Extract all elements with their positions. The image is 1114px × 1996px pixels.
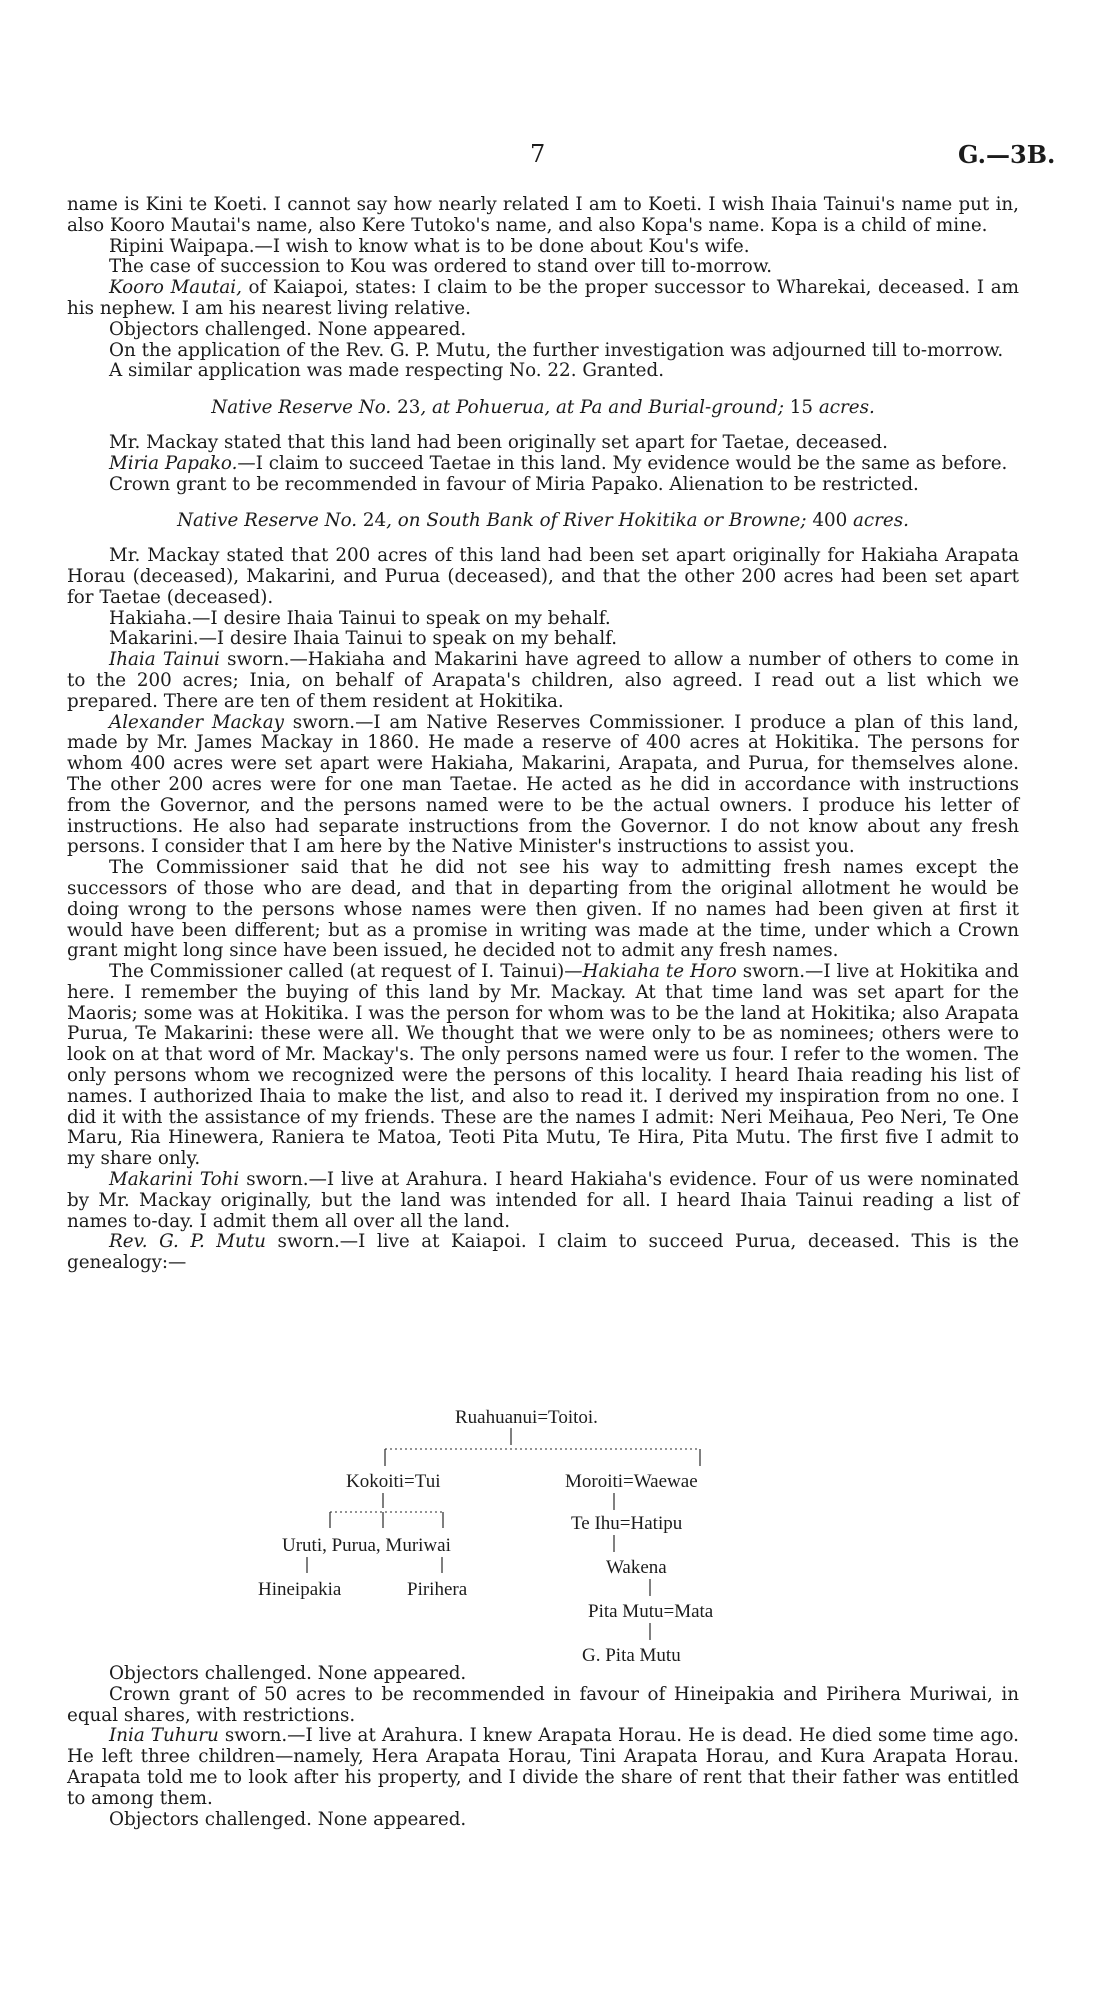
paragraph [67,278,1019,320]
paragraph: Makarini.—I desire Ihaia Tainui to speak on my behalf. [109,628,618,650]
closing-text [67,1664,1019,1830]
paragraph: Hakiaha.—I desire Ihaia Tainui to speak on my behalf. [109,607,611,629]
testimony: —I claim to succeed Taetae in this land. My evidence would be the same as before. [237,452,1008,474]
genealogy-left-couple: Kokoiti=Tui [346,1471,441,1492]
genealogy-left-children: Uruti, Purua, Muriwai [282,1535,451,1556]
paragraph [67,1726,1019,1809]
genealogy-root: Ruahuanui=Toitoi. [455,1407,598,1428]
paragraph [67,454,1019,475]
genealogy-right-5: G. Pita Mutu [582,1645,681,1666]
testimony: sworn.—I live at Hokitika and here. I remember the buying of this land by Mr. Mackay. At that time land was set apart for the Maoris; some was at Hokitika. I was the person for whom was to be the land at Hokitika; also Arapata Purua, Te Makarini: these were all. We thought that we were only to be as nominees; others were to look on at that word of Mr. Mackay's. The only persons named were us four. I refer to the women. The only persons whom we recognized were the persons of this locality. I heard Ihaia reading his list of names. I authorized Ihaia to make the list, and also to read it. I derived my inspiration from no one. I did it with the assistance of my friends. These are the names I admit: Neri Meihaua, Peo Neri, Te One Maru, Ria Hinewera, Raniera te Matoa, Teoti Pita Mutu, Te Hira, Pita Mutu. The first five I admit to my share only. [67,961,1019,1170]
witness-name: Makarini Tohi [109,1169,240,1191]
witness-name: Alexander Mackay [109,711,285,733]
paragraph [67,1170,1019,1232]
witness-name: Miria Papako. [109,452,238,474]
witness-name: Ihaia Tainui [109,649,220,671]
paragraph [67,713,1019,859]
witness-name: Kooro Mautai, [109,277,242,299]
paragraph: Ripini Waipapa.—I wish to know what is to be done about Kou's wife. [109,235,750,257]
genealogy-left-grandchild: Hineipakia [258,1579,342,1600]
genealogy-right-2: Te Ihu=Hatipu [571,1513,683,1534]
document-reference: G.—3B. [958,140,1056,169]
testimony: sworn.—I am Native Reserves Commissioner. I produce a plan of this land, made by Mr. James Mackay in 1860. He made a reserve of 400 acres at Hokitika. The persons for whom 400 acres were set apart were Hakiaha, Makarini, Arapata, and Purua, for themselves alone. The other 200 acres were for one man Taetae. He acted as he did in accordance with instructions from the Governor, and the persons named were to be the actual owners. I produce his letter of instructions. He also had separate instructions from the Governor. I do not know about any fresh persons. I consider that I am here by the Native Minister's instructions to assist you. [67,711,1019,858]
testimony: sworn.—Hakiaha and Makarini have agreed to allow a number of others to come in to the 200 acres; Inia, on behalf of Arapata's children, also agreed. I read out a list which we prepared. There are ten of them resident at Hokitika. [67,649,1019,712]
main-text [67,195,1019,1274]
paragraph: The Commissioner said that he did not see his way to admitting fresh names except the successors of those who are dead, and that in departing from the original allotment he would be doing wrong to the persons whose names were then given. If no names had been given at first it would have been different; but as a promise in writing was made at the time, under which a Crown grant might long since have been issued, he decided not to admit any fresh names. [67,857,1019,962]
paragraph: name is Kini te Koeti. I cannot say how nearly related I am to Koeti. I wish Ihaia Tainui's name put in, also Kooro Mautai's name, also Kere Tutoko's name, and also Kopa's name. Kopa is a child of mine. [67,194,1019,236]
paragraph [67,650,1019,712]
testimony: sworn.—I live at Kaiapoi. I claim to succeed Purua, deceased. This is the genealogy:— [67,1231,1019,1274]
paragraph: Mr. Mackay stated that 200 acres of this land had been set apart originally for Hakiaha Arapata Horau (deceased), Makarini, and Purua (deceased), and that the other 200 acres had been set apart for Taetae (deceased). [67,545,1019,608]
genealogy-right-4: Pita Mutu=Mata [588,1601,714,1622]
paragraph: Objectors challenged. None appeared. [109,1808,467,1830]
page-number: 7 [530,140,546,168]
testimony: of Kaiapoi, states: I claim to be the proper successor to Wharekai, deceased. I am his nephew. I am his nearest living relative. [67,277,1019,319]
paragraph: Objectors challenged. None appeared. [109,1663,467,1684]
genealogy-right-3: Wakena [606,1557,667,1578]
section-heading-reserve-24: Native Reserve No. 24, on South Bank of River Hokitika or Browne; 400 acres. [177,510,909,532]
paragraph: Crown grant of 50 acres to be recommended in favour of Hineipakia and Pirihera Muriwai, in equal shares, with restrictions. [67,1683,1019,1726]
paragraph: On the application of the Rev. G. P. Mutu, the further investigation was adjourned till to-morrow. [109,339,1004,361]
paragraph: Mr. Mackay stated that this land had been originally set apart for Taetae, deceased. [109,431,888,453]
section-heading-reserve-23: Native Reserve No. 23, at Pohuerua, at Pa and Burial-ground; 15 acres. [211,397,875,419]
paragraph: Crown grant to be recommended in favour of Miria Papako. Alienation to be restricted. [109,473,919,495]
paragraph [67,1232,1019,1274]
witness-name: Hakiaha te Horo [582,961,737,983]
witness-name: Rev. G. P. Mutu [109,1231,266,1253]
testimony: sworn.—I live at Arahura. I knew Arapata Horau. He is dead. He died some time ago. He left three children—namely, Hera Arapata Horau, Tini Arapata Horau, and Kura Arapata Horau. Arapata told me to look after his property, and I divide the share of rent that their father was entitled to among them. [67,1725,1019,1809]
witness-name: Inia Tuhuru [109,1725,219,1747]
paragraph: Objectors challenged. None appeared. [109,318,467,340]
genealogy-left-grandchild: Pirihera [407,1579,468,1600]
paragraph: The Commissioner called (at request of I. Tainui)—Hakiaha te Horo sworn.—I live at Hokitika and here. I remember the buying of this land by Mr. Mackay. At that time land was set apart for the Maoris; some was at Hokitika. I was the person for whom was to be the land at Hokitika; also Arapata Purua, Te Makarini: these were all. We thought that we were only to be as nominees; others were to look on at that word of Mr. Mackay's. The only persons named were us four. I refer to the women. The only persons whom we recognized were the persons of this locality. I heard Ihaia reading his list of names. I authorized Ihaia to make the list, and also to read it. I derived my inspiration from no one. I did it with the assistance of my friends. These are the names I admit: Neri Meihaua, Peo Neri, Te One Maru, Ria Hinewera, Raniera te Matoa, Teoti Pita Mutu, Te Hira, Pita Mutu. The first five I admit to my share only. [67,961,1019,1170]
paragraph: The case of succession to Kou was ordered to stand over till to-morrow. [109,256,773,278]
paragraph: A similar application was made respecting No. 22. Granted. [109,360,665,382]
genealogy-right-1: Moroiti=Waewae [565,1471,698,1492]
testimony: sworn.—I live at Arahura. I heard Hakiaha's evidence. Four of us were nominated by Mr. Mackay originally, but the land was intended for all. I heard Ihaia Tainui reading a list of names to-day. I admit them all over all the land. [67,1169,1020,1232]
